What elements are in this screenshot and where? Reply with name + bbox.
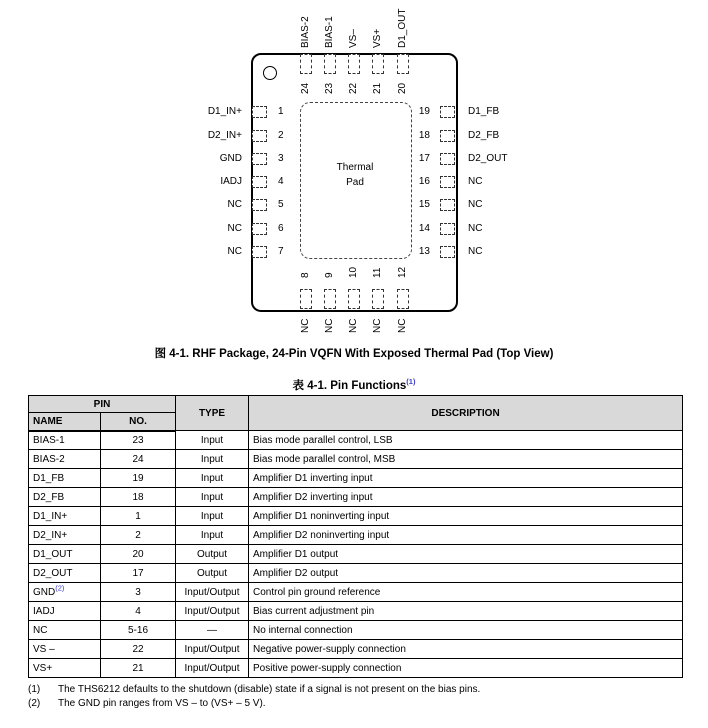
table-row-GND [29,583,683,602]
cell-no: 21 [101,659,176,678]
pin-number-19: 19 [418,106,430,117]
table-row-IADJ [29,602,683,621]
cell-type: Input [176,469,249,488]
pin-pad-15 [440,199,455,211]
pin-number-7: 7 [278,246,284,257]
pin-label-20: D1_OUT [397,8,408,48]
header-type: TYPE [176,396,249,431]
cell-type: Input [176,526,249,545]
pin1-indicator-icon [263,66,277,80]
pin-label-3: GND [219,153,242,164]
cell-type: Output [176,564,249,583]
pin-number-6: 6 [278,223,284,234]
pin-label-5: NC [227,199,242,210]
pin-number-16: 16 [418,176,430,187]
table-row-D2_FB [29,488,683,507]
cell-type: Input/Output [176,583,249,602]
cell-name: IADJ [29,602,101,621]
pin-pad-18 [440,130,455,142]
pin-label-13: NC [468,246,483,257]
pin-label-19: D1_FB [468,106,500,117]
cell-description: Control pin ground reference [249,583,683,602]
pin-pad-22 [348,54,360,74]
cell-type: Input [176,431,249,450]
header-pin: PIN [29,396,176,413]
footnote-2 [28,697,688,711]
cell-no: 17 [101,564,176,583]
pin-number-13: 13 [418,246,430,257]
cell-description: Negative power-supply connection [249,640,683,659]
pin-pad-17 [440,153,455,165]
pin-number-22: 22 [348,82,359,94]
cell-type: Output [176,545,249,564]
pin-label-21: VS+ [372,28,383,48]
thermal-pad-label [300,160,410,190]
pin-label-7: NC [227,246,242,257]
pin-label-15: NC [468,199,483,210]
cell-no: 23 [101,431,176,450]
pin-label-2: D2_IN+ [207,130,242,141]
cell-description: Amplifier D1 inverting input [249,469,683,488]
cell-no: 4 [101,602,176,621]
pin-number-12: 12 [397,266,408,278]
pin-pad-5 [252,199,267,211]
pin-label-12: NC [397,318,408,333]
cell-name: NC [29,621,101,640]
footnotes [28,683,688,711]
cell-name: GND$^{(2)}$ [29,583,101,602]
table-row-D2_OUT [29,564,683,583]
cell-no: 20 [101,545,176,564]
pin-number-15: 15 [418,199,430,210]
table-row-D1_FB [29,469,683,488]
footnote-marker: (1) [28,684,41,695]
table-row-D2_IN+ [29,526,683,545]
table-row-VS – [29,640,683,659]
cell-type: Input/Output [176,659,249,678]
pin-number-14: 14 [418,223,430,234]
pin-number-24: 24 [300,82,311,94]
pin-functions-table [28,395,683,678]
cell-name: D2_OUT [29,564,101,583]
footnote-link[interactable]: (2) [55,583,65,593]
header-no: NO. [101,413,176,431]
cell-no: 2 [101,526,176,545]
cell-description: Bias mode parallel control, MSB [249,450,683,469]
pin-pad-3 [252,153,267,165]
pin-pad-8 [300,289,312,309]
cell-description: Amplifier D1 noninverting input [249,507,683,526]
table-row-D1_IN+ [29,507,683,526]
pin-pad-12 [397,289,409,309]
pin-pad-4 [252,176,267,188]
pin-pad-1 [252,106,267,118]
cell-type: — [176,621,249,640]
pin-label-24: BIAS-2 [300,16,311,48]
pin-pad-19 [440,106,455,118]
pin-number-5: 5 [278,199,284,210]
cell-name: D2_IN+ [29,526,101,545]
pin-pad-23 [324,54,336,74]
pin-number-3: 3 [278,153,284,164]
cell-description: Positive power-supply connection [249,659,683,678]
pin-number-20: 20 [397,82,408,94]
pin-number-8: 8 [300,272,311,278]
cell-no: 3 [101,583,176,602]
footnote-marker: (2) [28,698,41,709]
cell-description: Bias mode parallel control, LSB [249,431,683,450]
pin-pad-16 [440,176,455,188]
cell-no: 5-16 [101,621,176,640]
pin-pad-6 [252,223,267,235]
cell-description: No internal connection [249,621,683,640]
cell-no: 1 [101,507,176,526]
pin-pad-9 [324,289,336,309]
thermal-pad-line2: Pad [346,177,364,188]
cell-type: Input [176,450,249,469]
pin-pad-10 [348,289,360,309]
cell-type: Input [176,507,249,526]
cell-no: 22 [101,640,176,659]
pin-pad-13 [440,246,455,258]
pin-pad-20 [397,54,409,74]
pin-label-1: D1_IN+ [207,106,242,117]
cell-no: 24 [101,450,176,469]
pin-label-9: NC [324,318,335,333]
cell-type: Input/Output [176,640,249,659]
pin-number-23: 23 [324,82,335,94]
table-title [0,377,708,393]
header-name: NAME [29,413,101,431]
footnote-text: The GND pin ranges from VS – to (VS+ – 5 V). [58,698,266,709]
pin-label-11: NC [372,318,383,333]
pin-pad-21 [372,54,384,74]
table-row-NC [29,621,683,640]
table-title-footnote-link[interactable]: (1) [406,377,416,387]
pin-label-6: NC [227,223,242,234]
pin-label-4: IADJ [220,176,242,187]
cell-no: 18 [101,488,176,507]
pin-number-9: 9 [324,272,335,278]
cell-name: BIAS-2 [29,450,101,469]
cell-name: D1_OUT [29,545,101,564]
pin-label-22: VS– [348,29,359,48]
pin-pad-7 [252,246,267,258]
cell-no: 19 [101,469,176,488]
cell-name: D1_FB [29,469,101,488]
pin-number-10: 10 [348,266,359,278]
cell-name: VS+ [29,659,101,678]
pin-number-11: 11 [372,267,383,278]
pin-pad-24 [300,54,312,74]
pin-label-8: NC [300,318,311,333]
table-row-VS+ [29,659,683,678]
table-row-BIAS-1 [29,431,683,450]
cell-name: D1_IN+ [29,507,101,526]
footnote-1 [28,683,688,697]
cell-description: Amplifier D2 output [249,564,683,583]
pin-number-18: 18 [418,130,430,141]
pin-label-10: NC [348,318,359,333]
pin-label-14: NC [468,223,483,234]
pin-number-1: 1 [278,106,284,117]
cell-type: Input/Output [176,602,249,621]
table-row-BIAS-2 [29,450,683,469]
pin-pad-14 [440,223,455,235]
cell-name: D2_FB [29,488,101,507]
pin-number-17: 17 [418,153,430,164]
cell-name: VS – [29,640,101,659]
pin-pad-11 [372,289,384,309]
table-title-text: 表 4-1. Pin Functions [292,380,407,392]
cell-name: BIAS-1 [29,431,101,450]
cell-description: Amplifier D2 noninverting input [249,526,683,545]
pin-number-4: 4 [278,176,284,187]
pin-label-16: NC [468,176,483,187]
pin-label-17: D2_OUT [468,153,508,164]
pin-label-23: BIAS-1 [324,16,335,48]
pin-number-2: 2 [278,130,284,141]
pin-number-21: 21 [372,82,383,94]
cell-description: Amplifier D2 inverting input [249,488,683,507]
thermal-pad-line1: Thermal [336,162,374,173]
figure-caption: 图 4-1. RHF Package, 24-Pin VQFN With Exposed Thermal Pad (Top View) [154,348,554,360]
cell-description: Amplifier D1 output [249,545,683,564]
pin-label-18: D2_FB [468,130,500,141]
cell-description: Bias current adjustment pin [249,602,683,621]
pin-pad-2 [252,130,267,142]
header-description: DESCRIPTION [249,396,683,431]
footnote-text: The THS6212 defaults to the shutdown (disable) state if a signal is not present on the bias pins. [58,684,481,695]
table-row-D1_OUT [29,545,683,564]
cell-type: Input [176,488,249,507]
